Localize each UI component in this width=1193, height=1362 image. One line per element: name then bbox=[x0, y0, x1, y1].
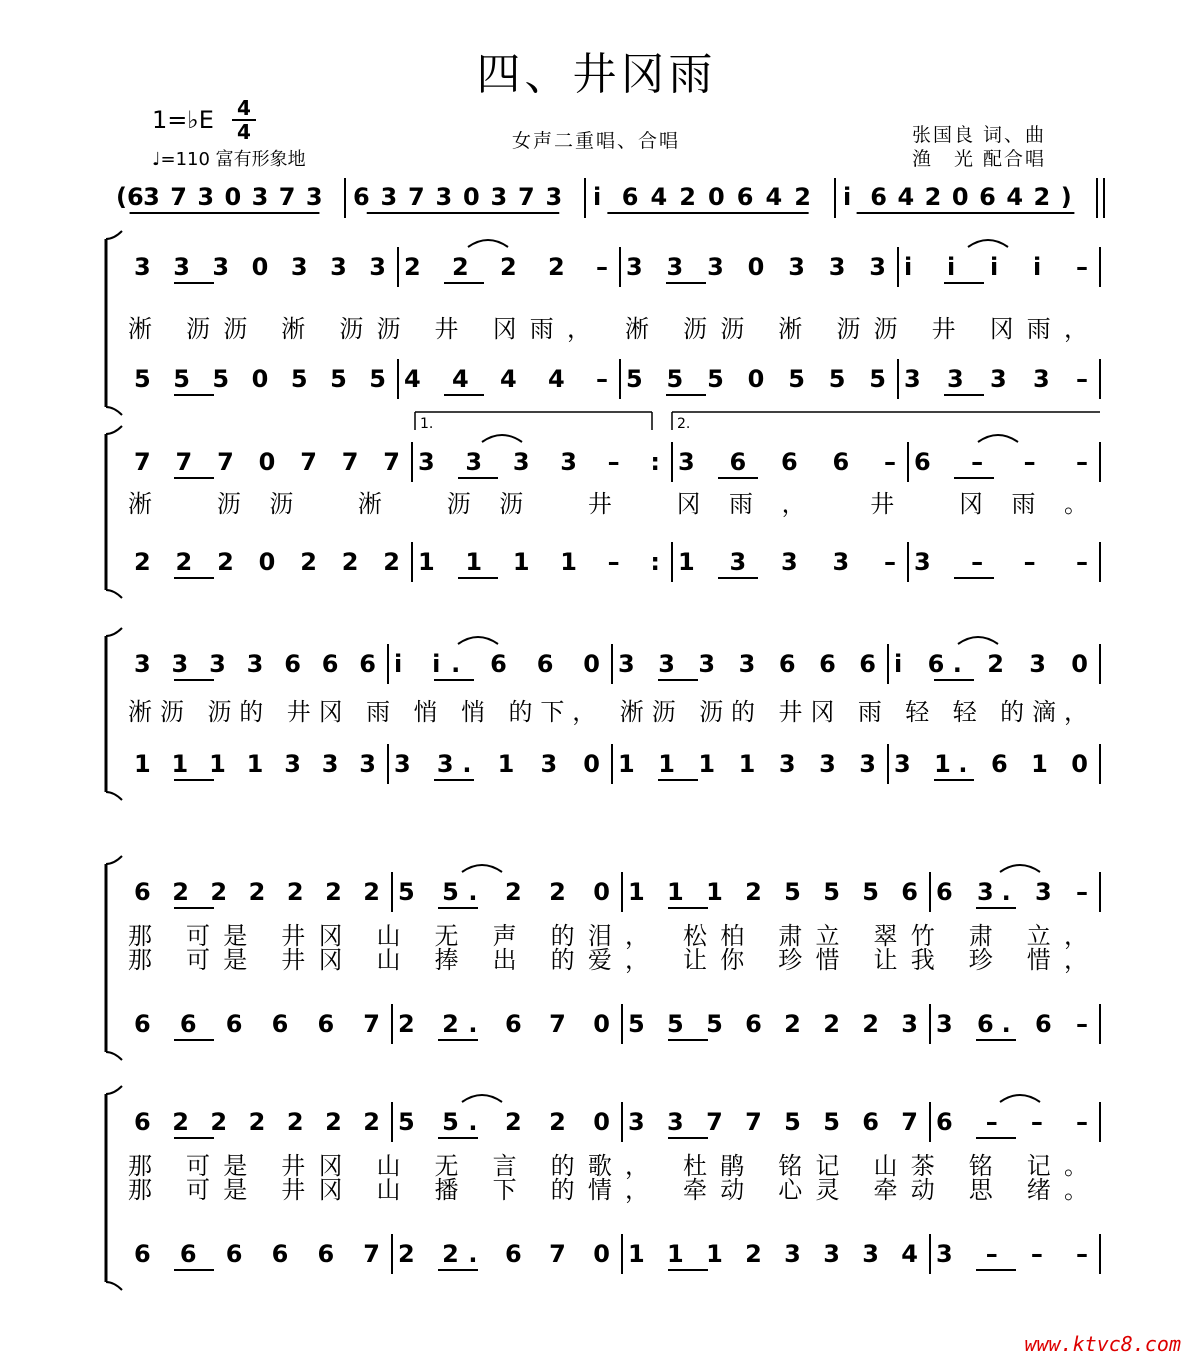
intro-note: 3 bbox=[545, 183, 563, 211]
intro-note: 3 bbox=[305, 183, 323, 211]
intro-note: 0 bbox=[951, 183, 969, 211]
intro-note: 7 bbox=[408, 183, 425, 211]
upper-measure: 3 3 3 3 – : bbox=[418, 448, 660, 476]
lower-measure: 3 3 3 3 – bbox=[904, 365, 1088, 393]
slur bbox=[462, 1095, 502, 1102]
upper-measure: i i. 6 6 0 bbox=[394, 650, 600, 678]
intro-note: 0 bbox=[708, 183, 725, 211]
intro-note: 6 bbox=[870, 183, 887, 211]
intro-note: i bbox=[593, 183, 602, 211]
upper-measure: 6 – – – bbox=[936, 1108, 1088, 1136]
genre-label: 女声二重唱、合唱 bbox=[512, 130, 681, 152]
volta-label: 1. bbox=[420, 416, 434, 432]
upper-measure: 6 2 2 2 2 2 2 bbox=[134, 1108, 380, 1136]
upper-measure: 3 6 6 6 – bbox=[678, 448, 896, 476]
intro-note: ) bbox=[1060, 183, 1072, 211]
intro-note: 2 bbox=[1033, 183, 1051, 211]
lower-measure: 3 1. 6 1 0 bbox=[894, 750, 1088, 778]
lyrics-line: 那 可是 井冈 山 无 言 的歌， 杜鹃 铭记 山茶 铭 记。 bbox=[128, 1152, 1088, 1180]
slur bbox=[958, 637, 998, 644]
bracket-hook bbox=[106, 792, 122, 800]
upper-measure: i i i i – bbox=[904, 253, 1088, 281]
bracket-hook bbox=[106, 1282, 122, 1290]
intro-note: 0 bbox=[224, 183, 242, 211]
time-signature-top: 4 bbox=[237, 96, 251, 120]
lyrics-line: 淅沥 沥的 井冈 雨 悄 悄 的下， 淅沥 沥的 井冈 雨 轻 轻 的滴， bbox=[128, 698, 1088, 726]
intro-note: (6 bbox=[116, 183, 144, 211]
lower-measure: 3 3. 1 3 0 bbox=[394, 750, 600, 778]
lyrics-line: 那 可是 井冈 山 无 声 的泪， 松柏 肃立 翠竹 肃 立， bbox=[128, 922, 1088, 950]
intro-note: 7 bbox=[170, 183, 187, 211]
bracket-hook bbox=[106, 426, 122, 434]
upper-measure: 5 5. 2 2 0 bbox=[398, 878, 610, 906]
credit-lyricist: 张国良 词、曲 bbox=[912, 124, 1047, 146]
bracket-hook bbox=[106, 1086, 122, 1094]
intro-note: 4 bbox=[650, 183, 668, 211]
bracket-hook bbox=[106, 231, 122, 239]
lower-measure: 1 1 1 1 – : bbox=[418, 548, 660, 576]
lyrics-line: 淅 沥沥 淅 沥沥 井 冈雨， 淅 沥沥 淅 沥沥 井 冈雨， bbox=[128, 315, 1088, 343]
lower-measure: 3 – – – bbox=[914, 548, 1088, 576]
lower-measure: 3 – – – bbox=[936, 1240, 1088, 1268]
upper-measure: 7 7 7 0 7 7 7 bbox=[134, 448, 400, 476]
lyrics-line: 那 可是 井冈 山 捧 出 的爱， 让你 珍惜 让我 珍 惜， bbox=[128, 946, 1088, 974]
watermark: www.ktvc8.com bbox=[1024, 1332, 1181, 1356]
upper-measure: 1 1 1 2 5 5 5 6 bbox=[628, 878, 918, 906]
credit-arranger: 渔 光 配合唱 bbox=[912, 148, 1047, 170]
slur bbox=[1000, 1095, 1040, 1102]
upper-measure: 6 2 2 2 2 2 2 bbox=[134, 878, 380, 906]
lyrics-line: 那 可是 井冈 山 播 下 的情， 牵动 心灵 牵动 思 绪。 bbox=[128, 1176, 1088, 1204]
slur bbox=[458, 637, 498, 644]
intro-note: 0 bbox=[463, 183, 480, 211]
time-signature-bottom: 4 bbox=[237, 120, 251, 144]
bracket-hook bbox=[106, 590, 122, 598]
upper-measure: 3 3 3 3 6 6 6 bbox=[618, 650, 876, 678]
intro-note: 4 bbox=[765, 183, 783, 211]
lower-measure: 1 1 1 2 3 3 3 4 bbox=[628, 1240, 918, 1268]
lower-measure: 2 2. 6 7 0 bbox=[398, 1010, 610, 1038]
intro-note: 3 bbox=[251, 183, 269, 211]
bracket-hook bbox=[106, 628, 122, 636]
intro-note: 3 bbox=[490, 183, 508, 211]
lower-measure: 1 1 1 1 3 3 3 bbox=[134, 750, 376, 778]
intro-note: 2 bbox=[924, 183, 942, 211]
bracket-hook bbox=[106, 1052, 122, 1060]
intro-note: 3 bbox=[143, 183, 160, 211]
intro-note: 4 bbox=[1006, 183, 1024, 211]
lower-measure: 6 6 6 6 6 7 bbox=[134, 1010, 380, 1038]
intro-note: 4 bbox=[897, 183, 915, 211]
intro-note: 7 bbox=[278, 183, 296, 211]
lower-measure: 5 5 5 0 5 5 5 bbox=[134, 365, 386, 393]
lyrics-line: 淅 沥沥 淅 沥沥 井 冈雨， 井 冈雨。 bbox=[128, 490, 1088, 518]
intro-note: 7 bbox=[518, 183, 535, 211]
upper-measure: 2 2 2 2 – bbox=[404, 253, 608, 281]
slur bbox=[978, 435, 1018, 442]
intro-note: 3 bbox=[380, 183, 398, 211]
intro-note: 6 bbox=[736, 183, 754, 211]
slur bbox=[968, 240, 1008, 247]
upper-measure: 6 3. 3 – bbox=[936, 878, 1088, 906]
lower-measure: 5 5 5 6 2 2 2 3 bbox=[628, 1010, 918, 1038]
bracket-hook bbox=[106, 856, 122, 864]
key-signature: 1=♭E bbox=[152, 106, 214, 134]
intro-note: 2 bbox=[679, 183, 696, 211]
lower-measure: 2 2. 6 7 0 bbox=[398, 1240, 610, 1268]
intro-note: 3 bbox=[197, 183, 215, 211]
upper-measure: 3 3 3 0 3 3 3 bbox=[134, 253, 386, 281]
intro-note: 3 bbox=[435, 183, 453, 211]
intro-note: 2 bbox=[794, 183, 811, 211]
intro-note: i bbox=[843, 183, 852, 211]
intro-note: 6 bbox=[353, 183, 370, 211]
upper-measure: 5 5. 2 2 0 bbox=[398, 1108, 610, 1136]
upper-measure: 3 3 7 7 5 5 6 7 bbox=[628, 1108, 918, 1136]
slur bbox=[468, 240, 508, 247]
slur bbox=[462, 865, 502, 872]
volta-label: 2. bbox=[677, 416, 691, 432]
lower-measure: 6 6 6 6 6 7 bbox=[134, 1240, 380, 1268]
tempo-marking: ♩=110 富有形象地 bbox=[152, 149, 306, 170]
upper-measure: i 6. 2 3 0 bbox=[894, 650, 1088, 678]
slur bbox=[482, 435, 522, 442]
lower-measure: 3 6. 6 – bbox=[936, 1010, 1088, 1038]
lower-measure: 4 4 4 4 – bbox=[404, 365, 608, 393]
lower-measure: 5 5 5 0 5 5 5 bbox=[626, 365, 886, 393]
lower-measure: 1 1 1 1 3 3 3 bbox=[618, 750, 876, 778]
upper-measure: 6 – – – bbox=[914, 448, 1088, 476]
lower-measure: 2 2 2 0 2 2 2 bbox=[134, 548, 400, 576]
intro-note: 6 bbox=[621, 183, 639, 211]
upper-measure: 3 3 3 0 3 3 3 bbox=[626, 253, 886, 281]
slur bbox=[1000, 865, 1040, 872]
page-title: 四、井冈雨 bbox=[476, 49, 717, 100]
bracket-hook bbox=[106, 407, 122, 415]
upper-measure: 3 3 3 3 6 6 6 bbox=[134, 650, 376, 678]
lower-measure: 1 3 3 3 – bbox=[678, 548, 896, 576]
intro-note: 6 bbox=[979, 183, 996, 211]
